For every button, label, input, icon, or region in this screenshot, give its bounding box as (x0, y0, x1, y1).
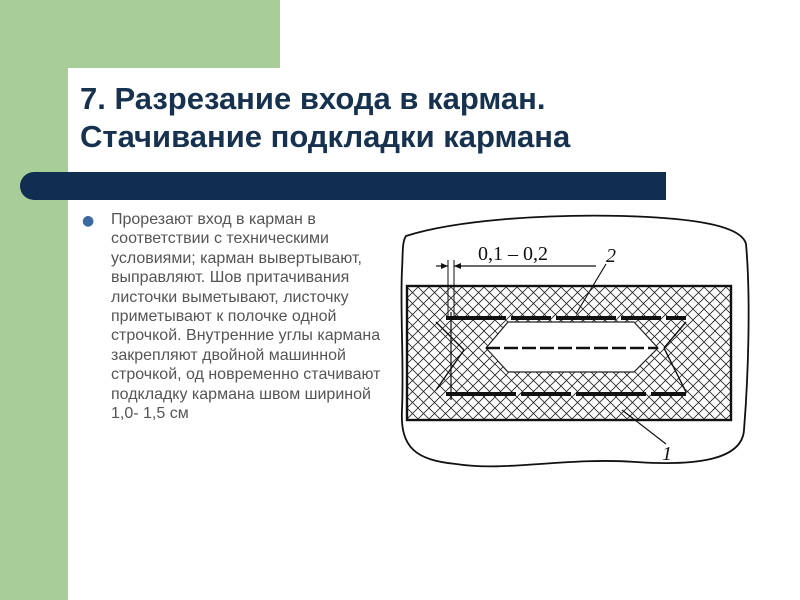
title-divider-bar (20, 172, 666, 200)
slide-title-line-2: Стачивание подкладки кармана (80, 119, 571, 154)
bullet-icon: ● (82, 213, 95, 229)
slide-title (80, 80, 720, 156)
slide-title-line-1: 7. Разрезание входа в карман. (80, 81, 546, 116)
decorative-side-strip (0, 0, 68, 600)
pocket-diagram (396, 210, 752, 472)
decorative-top-band (68, 0, 280, 68)
callout-2-label: 2 (606, 245, 616, 267)
dimension-label: 0,1 – 0,2 (478, 243, 548, 265)
callout-1-label: 1 (662, 443, 672, 465)
bullet-text: Прорезают вход в карман в соответствии с техническими условиями; карман вывертывают, выправляют. Шов притачивания листочки выметывают, листочку приметывают к полочке одной строчкой. Внутренние углы кармана закрепляют двойной машинной строчкой, од новременно стачивают подкладку кармана швом шириной 1,0- 1,5 см (111, 211, 381, 423)
